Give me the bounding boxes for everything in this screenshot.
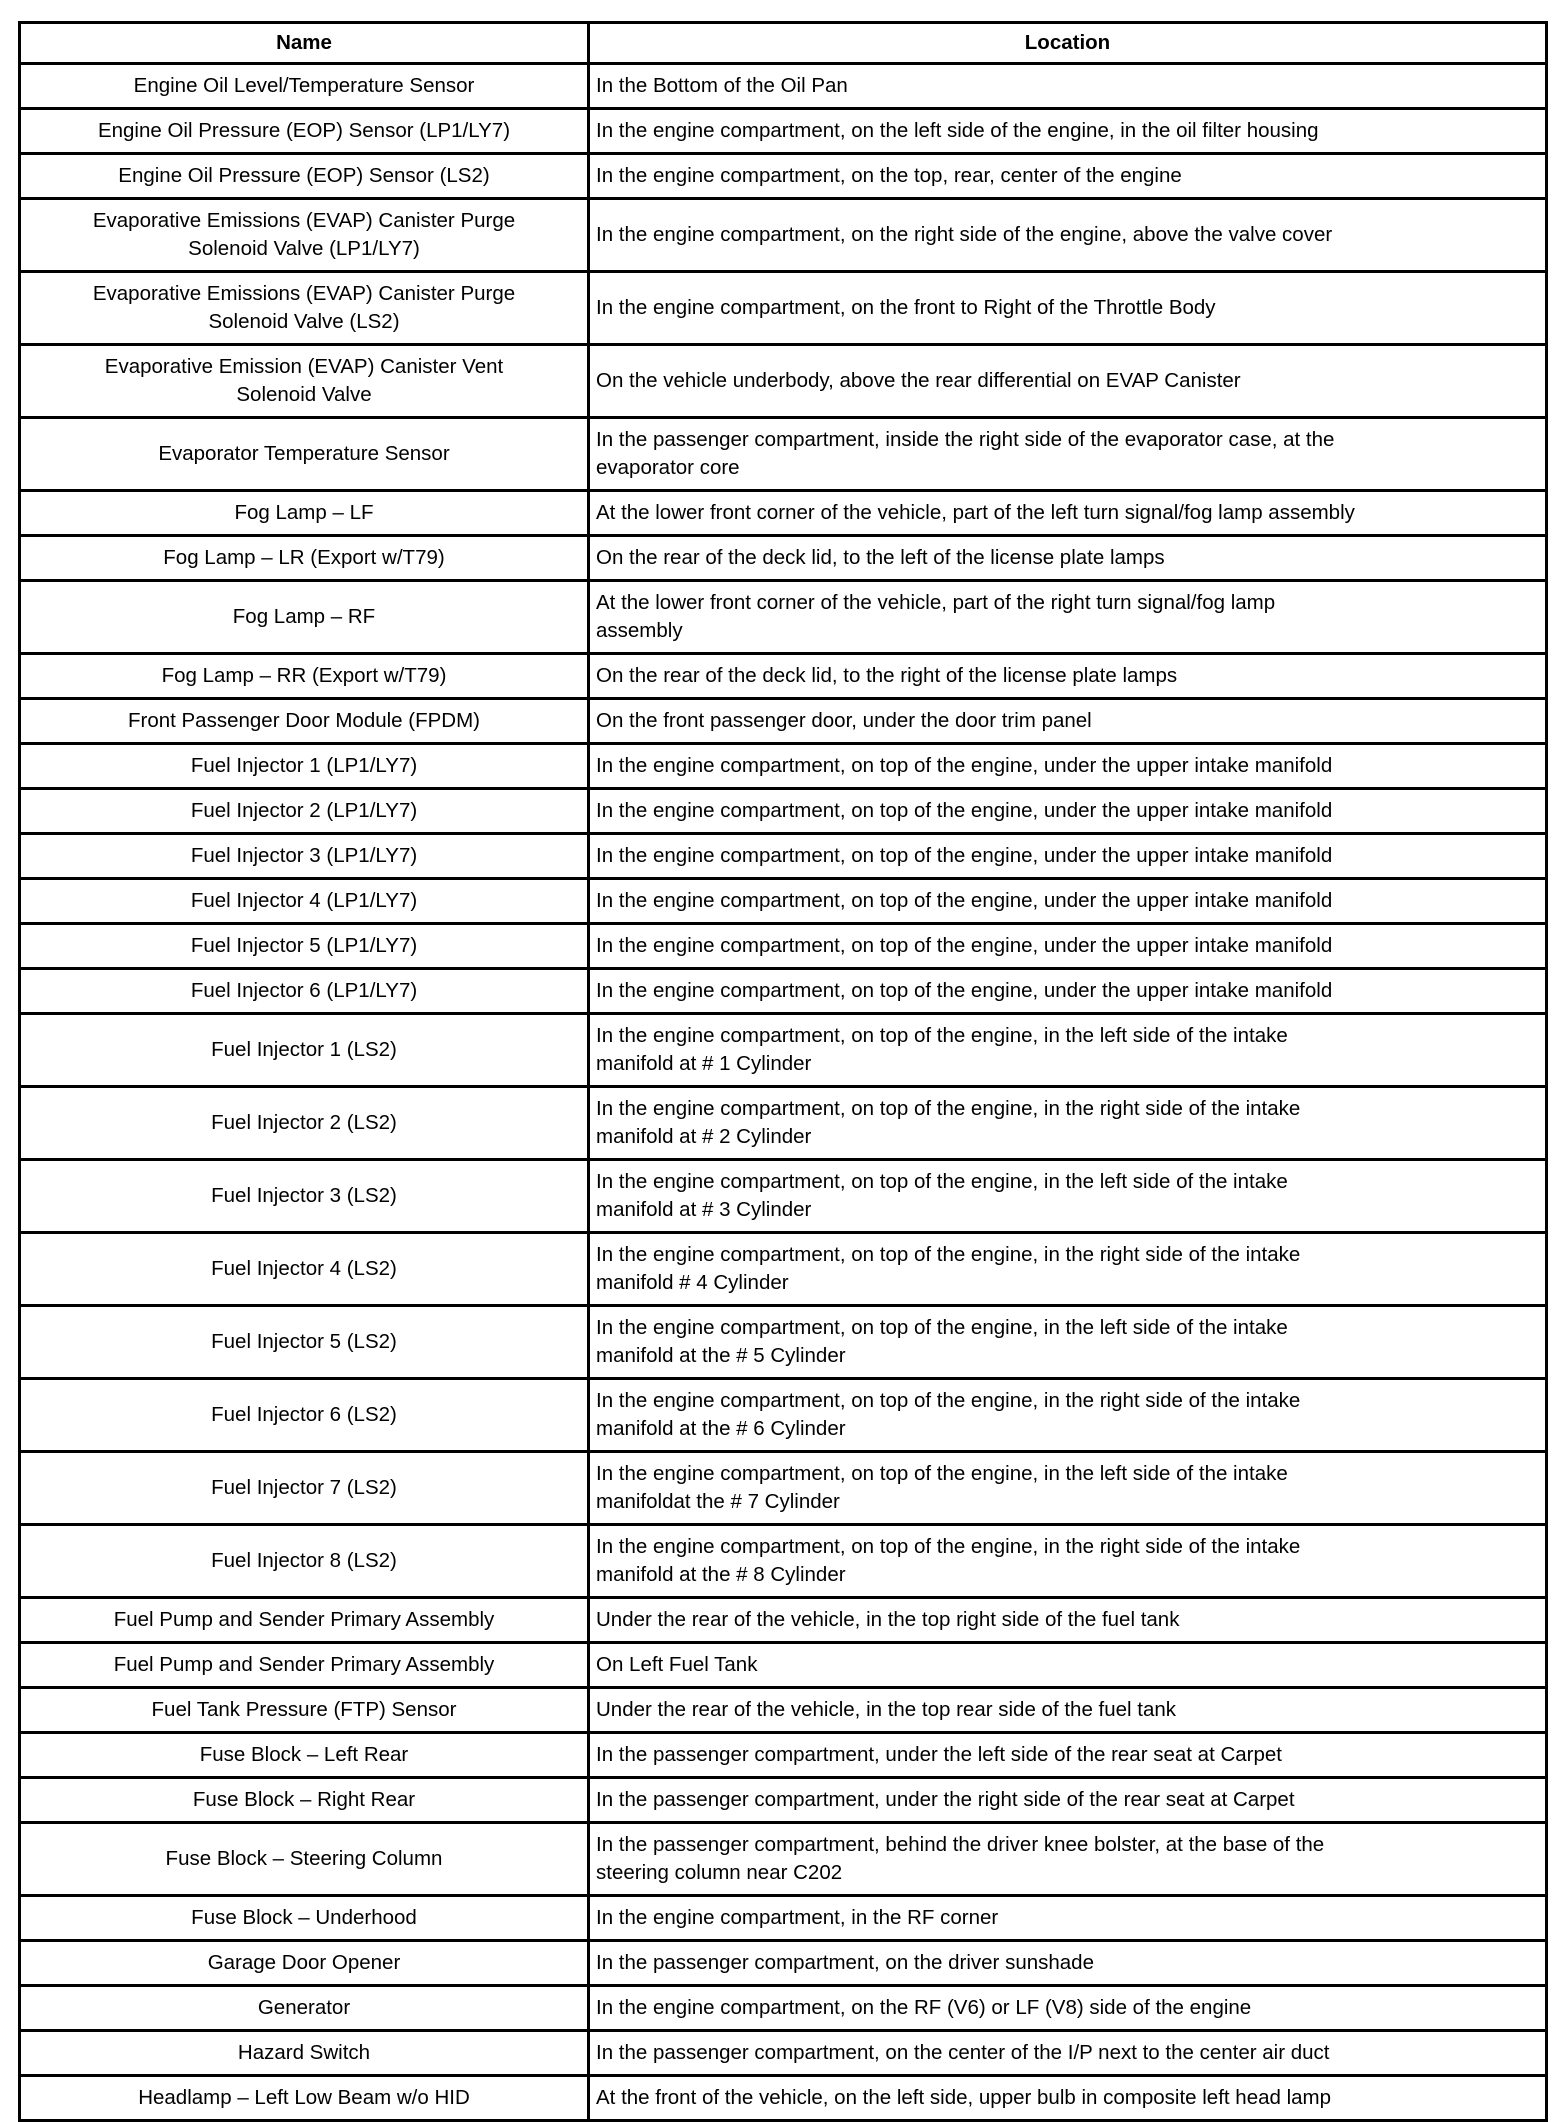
table-row xyxy=(20,924,1547,969)
component-name: Fuel Injector 3 (LS2) xyxy=(20,1160,589,1233)
name-column-header: Name xyxy=(20,23,589,64)
component-location: In the engine compartment, on top of the engine, in the left side of the intake manifold at the # 5 Cylinder xyxy=(589,1306,1547,1379)
component-location: In the Bottom of the Oil Pan xyxy=(589,64,1547,109)
component-name: Fuel Injector 1 (LS2) xyxy=(20,1014,589,1087)
component-location-table xyxy=(18,21,1548,2122)
component-location: At the front of the vehicle, on the left side, upper bulb in composite left head lamp xyxy=(589,2076,1547,2121)
component-name: Engine Oil Pressure (EOP) Sensor (LS2) xyxy=(20,154,589,199)
component-location: In the engine compartment, on the front to Right of the Throttle Body xyxy=(589,272,1547,345)
component-name: Evaporative Emissions (EVAP) Canister Purge Solenoid Valve (LS2) xyxy=(20,272,589,345)
table-row xyxy=(20,1306,1547,1379)
component-location: In the engine compartment, on top of the engine, under the upper intake manifold xyxy=(589,834,1547,879)
component-location: Under the rear of the vehicle, in the top right side of the fuel tank xyxy=(589,1598,1547,1643)
table-row xyxy=(20,879,1547,924)
table-row xyxy=(20,154,1547,199)
component-name: Fuse Block – Left Rear xyxy=(20,1733,589,1778)
component-name: Fuse Block – Right Rear xyxy=(20,1778,589,1823)
component-location: On the rear of the deck lid, to the right of the license plate lamps xyxy=(589,654,1547,699)
table-row xyxy=(20,1379,1547,1452)
table-row xyxy=(20,1452,1547,1525)
component-name: Fuel Injector 2 (LP1/LY7) xyxy=(20,789,589,834)
table-row xyxy=(20,834,1547,879)
component-location: On the rear of the deck lid, to the left of the license plate lamps xyxy=(589,536,1547,581)
component-location: In the passenger compartment, on the driver sunshade xyxy=(589,1941,1547,1986)
component-name: Engine Oil Pressure (EOP) Sensor (LP1/LY7) xyxy=(20,109,589,154)
component-name: Front Passenger Door Module (FPDM) xyxy=(20,699,589,744)
component-location: In the engine compartment, on top of the engine, under the upper intake manifold xyxy=(589,744,1547,789)
component-location: At the lower front corner of the vehicle, part of the right turn signal/fog lamp assembly xyxy=(589,581,1547,654)
component-location: In the engine compartment, on top of the engine, in the right side of the intake manifold # 4 Cylinder xyxy=(589,1233,1547,1306)
table-row xyxy=(20,699,1547,744)
table-row xyxy=(20,2076,1547,2121)
component-name: Fuel Injector 2 (LS2) xyxy=(20,1087,589,1160)
component-name: Fuel Injector 7 (LS2) xyxy=(20,1452,589,1525)
component-location: In the engine compartment, on top of the engine, under the upper intake manifold xyxy=(589,789,1547,834)
table-row xyxy=(20,581,1547,654)
component-location: In the engine compartment, on top of the engine, in the right side of the intake manifold at the # 6 Cylinder xyxy=(589,1379,1547,1452)
table-row xyxy=(20,2031,1547,2076)
component-name: Fuel Injector 8 (LS2) xyxy=(20,1525,589,1598)
table-row xyxy=(20,1986,1547,2031)
component-location: On the front passenger door, under the door trim panel xyxy=(589,699,1547,744)
component-location: In the passenger compartment, under the right side of the rear seat at Carpet xyxy=(589,1778,1547,1823)
table-row xyxy=(20,654,1547,699)
table-row xyxy=(20,64,1547,109)
component-name: Fuel Injector 5 (LP1/LY7) xyxy=(20,924,589,969)
table-row xyxy=(20,1823,1547,1896)
component-location: In the engine compartment, on the left side of the engine, in the oil filter housing xyxy=(589,109,1547,154)
component-location: On Left Fuel Tank xyxy=(589,1643,1547,1688)
component-location: In the engine compartment, on top of the engine, under the upper intake manifold xyxy=(589,969,1547,1014)
table-row xyxy=(20,1896,1547,1941)
component-location: In the engine compartment, on top of the engine, in the left side of the intake manifold at # 3 Cylinder xyxy=(589,1160,1547,1233)
component-name: Headlamp – Left Low Beam w/o HID xyxy=(20,2076,589,2121)
component-name: Fuel Tank Pressure (FTP) Sensor xyxy=(20,1688,589,1733)
component-name: Fuse Block – Underhood xyxy=(20,1896,589,1941)
component-location: In the engine compartment, on top of the engine, in the right side of the intake manifold at the # 8 Cylinder xyxy=(589,1525,1547,1598)
component-name: Fuse Block – Steering Column xyxy=(20,1823,589,1896)
component-name: Fuel Injector 6 (LP1/LY7) xyxy=(20,969,589,1014)
table-row xyxy=(20,345,1547,418)
table-row xyxy=(20,969,1547,1014)
table-row xyxy=(20,1087,1547,1160)
table-row xyxy=(20,1688,1547,1733)
component-location: In the engine compartment, on top of the engine, in the right side of the intake manifold at # 2 Cylinder xyxy=(589,1087,1547,1160)
table-row xyxy=(20,109,1547,154)
component-location: In the passenger compartment, inside the right side of the evaporator case, at the evaporator core xyxy=(589,418,1547,491)
table-row xyxy=(20,744,1547,789)
table-row xyxy=(20,789,1547,834)
component-name: Fog Lamp – LR (Export w/T79) xyxy=(20,536,589,581)
component-name: Fuel Injector 3 (LP1/LY7) xyxy=(20,834,589,879)
component-name: Evaporative Emission (EVAP) Canister Vent Solenoid Valve xyxy=(20,345,589,418)
header-row xyxy=(20,23,1547,64)
component-location: In the engine compartment, in the RF corner xyxy=(589,1896,1547,1941)
component-location: In the engine compartment, on top of the engine, in the left side of the intake manifold at # 1 Cylinder xyxy=(589,1014,1547,1087)
component-name: Evaporator Temperature Sensor xyxy=(20,418,589,491)
component-location: In the passenger compartment, on the center of the I/P next to the center air duct xyxy=(589,2031,1547,2076)
component-name: Hazard Switch xyxy=(20,2031,589,2076)
table-row xyxy=(20,272,1547,345)
component-name: Engine Oil Level/Temperature Sensor xyxy=(20,64,589,109)
table-row xyxy=(20,1643,1547,1688)
component-name: Evaporative Emissions (EVAP) Canister Purge Solenoid Valve (LP1/LY7) xyxy=(20,199,589,272)
component-location: In the passenger compartment, under the left side of the rear seat at Carpet xyxy=(589,1733,1547,1778)
table-row xyxy=(20,418,1547,491)
component-location: At the lower front corner of the vehicle, part of the left turn signal/fog lamp assembly xyxy=(589,491,1547,536)
component-name: Generator xyxy=(20,1986,589,2031)
table-row xyxy=(20,491,1547,536)
component-name: Fuel Injector 6 (LS2) xyxy=(20,1379,589,1452)
component-name: Fuel Pump and Sender Primary Assembly xyxy=(20,1598,589,1643)
component-name: Garage Door Opener xyxy=(20,1941,589,1986)
table-row xyxy=(20,1525,1547,1598)
component-location: In the engine compartment, on the RF (V6) or LF (V8) side of the engine xyxy=(589,1986,1547,2031)
component-name: Fuel Injector 4 (LS2) xyxy=(20,1233,589,1306)
location-column-header: Location xyxy=(589,23,1547,64)
table-row xyxy=(20,1778,1547,1823)
component-name: Fog Lamp – RF xyxy=(20,581,589,654)
table-row xyxy=(20,1941,1547,1986)
component-location: In the engine compartment, on the top, rear, center of the engine xyxy=(589,154,1547,199)
component-location: On the vehicle underbody, above the rear differential on EVAP Canister xyxy=(589,345,1547,418)
table-row xyxy=(20,1233,1547,1306)
component-name: Fog Lamp – LF xyxy=(20,491,589,536)
component-name: Fuel Pump and Sender Primary Assembly xyxy=(20,1643,589,1688)
component-name: Fuel Injector 5 (LS2) xyxy=(20,1306,589,1379)
component-location: In the engine compartment, on top of the engine, under the upper intake manifold xyxy=(589,879,1547,924)
component-name: Fuel Injector 4 (LP1/LY7) xyxy=(20,879,589,924)
component-location: In the engine compartment, on the right side of the engine, above the valve cover xyxy=(589,199,1547,272)
component-location: In the passenger compartment, behind the driver knee bolster, at the base of the steering column near C202 xyxy=(589,1823,1547,1896)
component-location: In the engine compartment, on top of the engine, under the upper intake manifold xyxy=(589,924,1547,969)
table-row xyxy=(20,1598,1547,1643)
component-location: Under the rear of the vehicle, in the top rear side of the fuel tank xyxy=(589,1688,1547,1733)
table-row xyxy=(20,1014,1547,1087)
table-row xyxy=(20,1160,1547,1233)
component-location: In the engine compartment, on top of the engine, in the left side of the intake manifoldat the # 7 Cylinder xyxy=(589,1452,1547,1525)
table-row xyxy=(20,536,1547,581)
component-name: Fog Lamp – RR (Export w/T79) xyxy=(20,654,589,699)
table-row xyxy=(20,1733,1547,1778)
component-name: Fuel Injector 1 (LP1/LY7) xyxy=(20,744,589,789)
table-row xyxy=(20,199,1547,272)
